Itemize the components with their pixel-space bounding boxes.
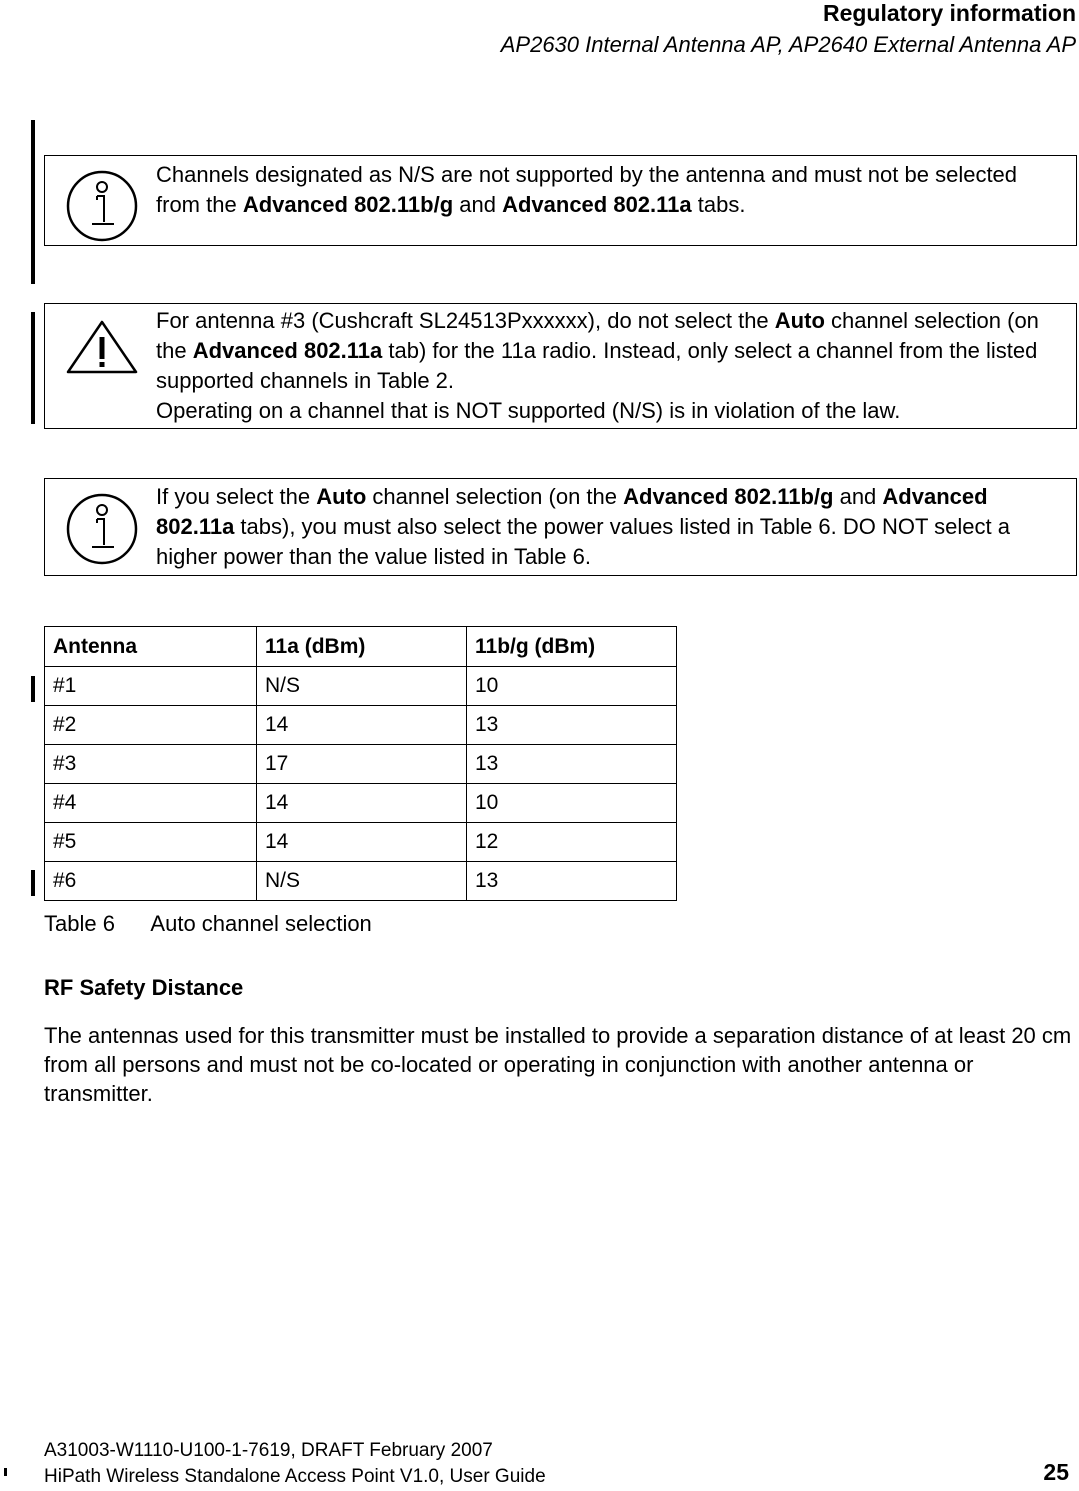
table-cell: N/S: [257, 667, 467, 706]
section-body: The antennas used for this transmitter must be installed to provide a separation distance of at least 20 cm from all persons and must not be co-located or operating in conjunction with another antenna or transmitter.: [44, 1023, 1072, 1106]
note-text: If you select the Auto channel selection (on the Advanced 802.11b/g and Advanced 802.11a tabs), you must also select the power values listed in Table 6. DO NOT select a higher power than the value listed in Table 6.: [156, 484, 1010, 569]
change-bar: [4, 1468, 7, 1476]
bold-term: Auto: [316, 484, 367, 509]
table-cell: 13: [467, 862, 677, 901]
table-cell: #1: [45, 667, 257, 706]
bold-term: Advanced 802.11a: [192, 338, 383, 363]
warning-text: For antenna #3 (Cushcraft SL24513Pxxxxxx), do not select the Auto channel selection (on the Advanced 802.11a tab) for the 11a radio. Instead, only select a channel from the listed supported channels in Table 2. Operating on a channel that is NOT supported (N/S) is in violation of the law.: [156, 308, 1039, 423]
change-bar: [31, 870, 35, 896]
table-cell: 10: [467, 667, 677, 706]
change-bar: [31, 120, 35, 284]
table-cell: 10: [467, 784, 677, 823]
column-header: Antenna: [45, 627, 257, 667]
caption-label: Table 6: [44, 911, 115, 936]
footer-doc-id: A31003-W1110-U100-1-7619, DRAFT February 2007: [44, 1440, 493, 1461]
change-bar: [31, 676, 35, 702]
info-icon: [64, 168, 140, 249]
table-cell: #6: [45, 862, 257, 901]
table-cell: 13: [467, 706, 677, 745]
page-number: 25: [1043, 1459, 1069, 1485]
table-cell: 14: [257, 823, 467, 862]
auto-channel-table: [44, 626, 677, 901]
table-cell: #3: [45, 745, 257, 784]
bold-term: Auto: [774, 308, 825, 333]
table-row: [45, 784, 677, 823]
note-text: Channels designated as N/S are not supported by the antenna and must not be selected from the Advanced 802.11b/g and Advanced 802.11a tabs.: [156, 162, 1018, 217]
warning-box: [44, 303, 1077, 429]
header-title: Regulatory information: [822, 0, 1076, 26]
info-icon: [64, 491, 140, 572]
column-header: 11a (dBm): [257, 627, 467, 667]
note-box: [44, 155, 1077, 246]
table-row: [45, 823, 677, 862]
table-cell: #4: [45, 784, 257, 823]
table-row: [45, 745, 677, 784]
table-cell: 14: [257, 784, 467, 823]
table-cell: 14: [257, 706, 467, 745]
bold-term: Advanced 802.11b/g: [242, 192, 454, 217]
table-cell: #5: [45, 823, 257, 862]
table-header-row: [45, 627, 677, 667]
note-box: [44, 478, 1077, 576]
change-bar: [31, 312, 35, 424]
warning-icon: [64, 316, 140, 381]
section-heading: RF Safety Distance: [44, 975, 244, 1000]
table-row: [45, 706, 677, 745]
table-cell: #2: [45, 706, 257, 745]
table-cell: N/S: [257, 862, 467, 901]
table-cell: 13: [467, 745, 677, 784]
footer-guide-title: HiPath Wireless Standalone Access Point V1.0, User Guide: [44, 1466, 546, 1487]
bold-term: Advanced 802.11b/g: [623, 484, 834, 509]
table-cell: 12: [467, 823, 677, 862]
table-caption: [44, 911, 372, 937]
table-row: [45, 862, 677, 901]
table-cell: 17: [257, 745, 467, 784]
table-row: [45, 667, 677, 706]
caption-text: Auto channel selection: [150, 911, 372, 936]
column-header: 11b/g (dBm): [467, 627, 677, 667]
bold-term: Advanced 802.11a: [502, 192, 692, 217]
bold-term: Advanced 802.11a: [156, 484, 988, 539]
header-subtitle: AP2630 Internal Antenna AP, AP2640 External Antenna AP: [500, 32, 1076, 57]
